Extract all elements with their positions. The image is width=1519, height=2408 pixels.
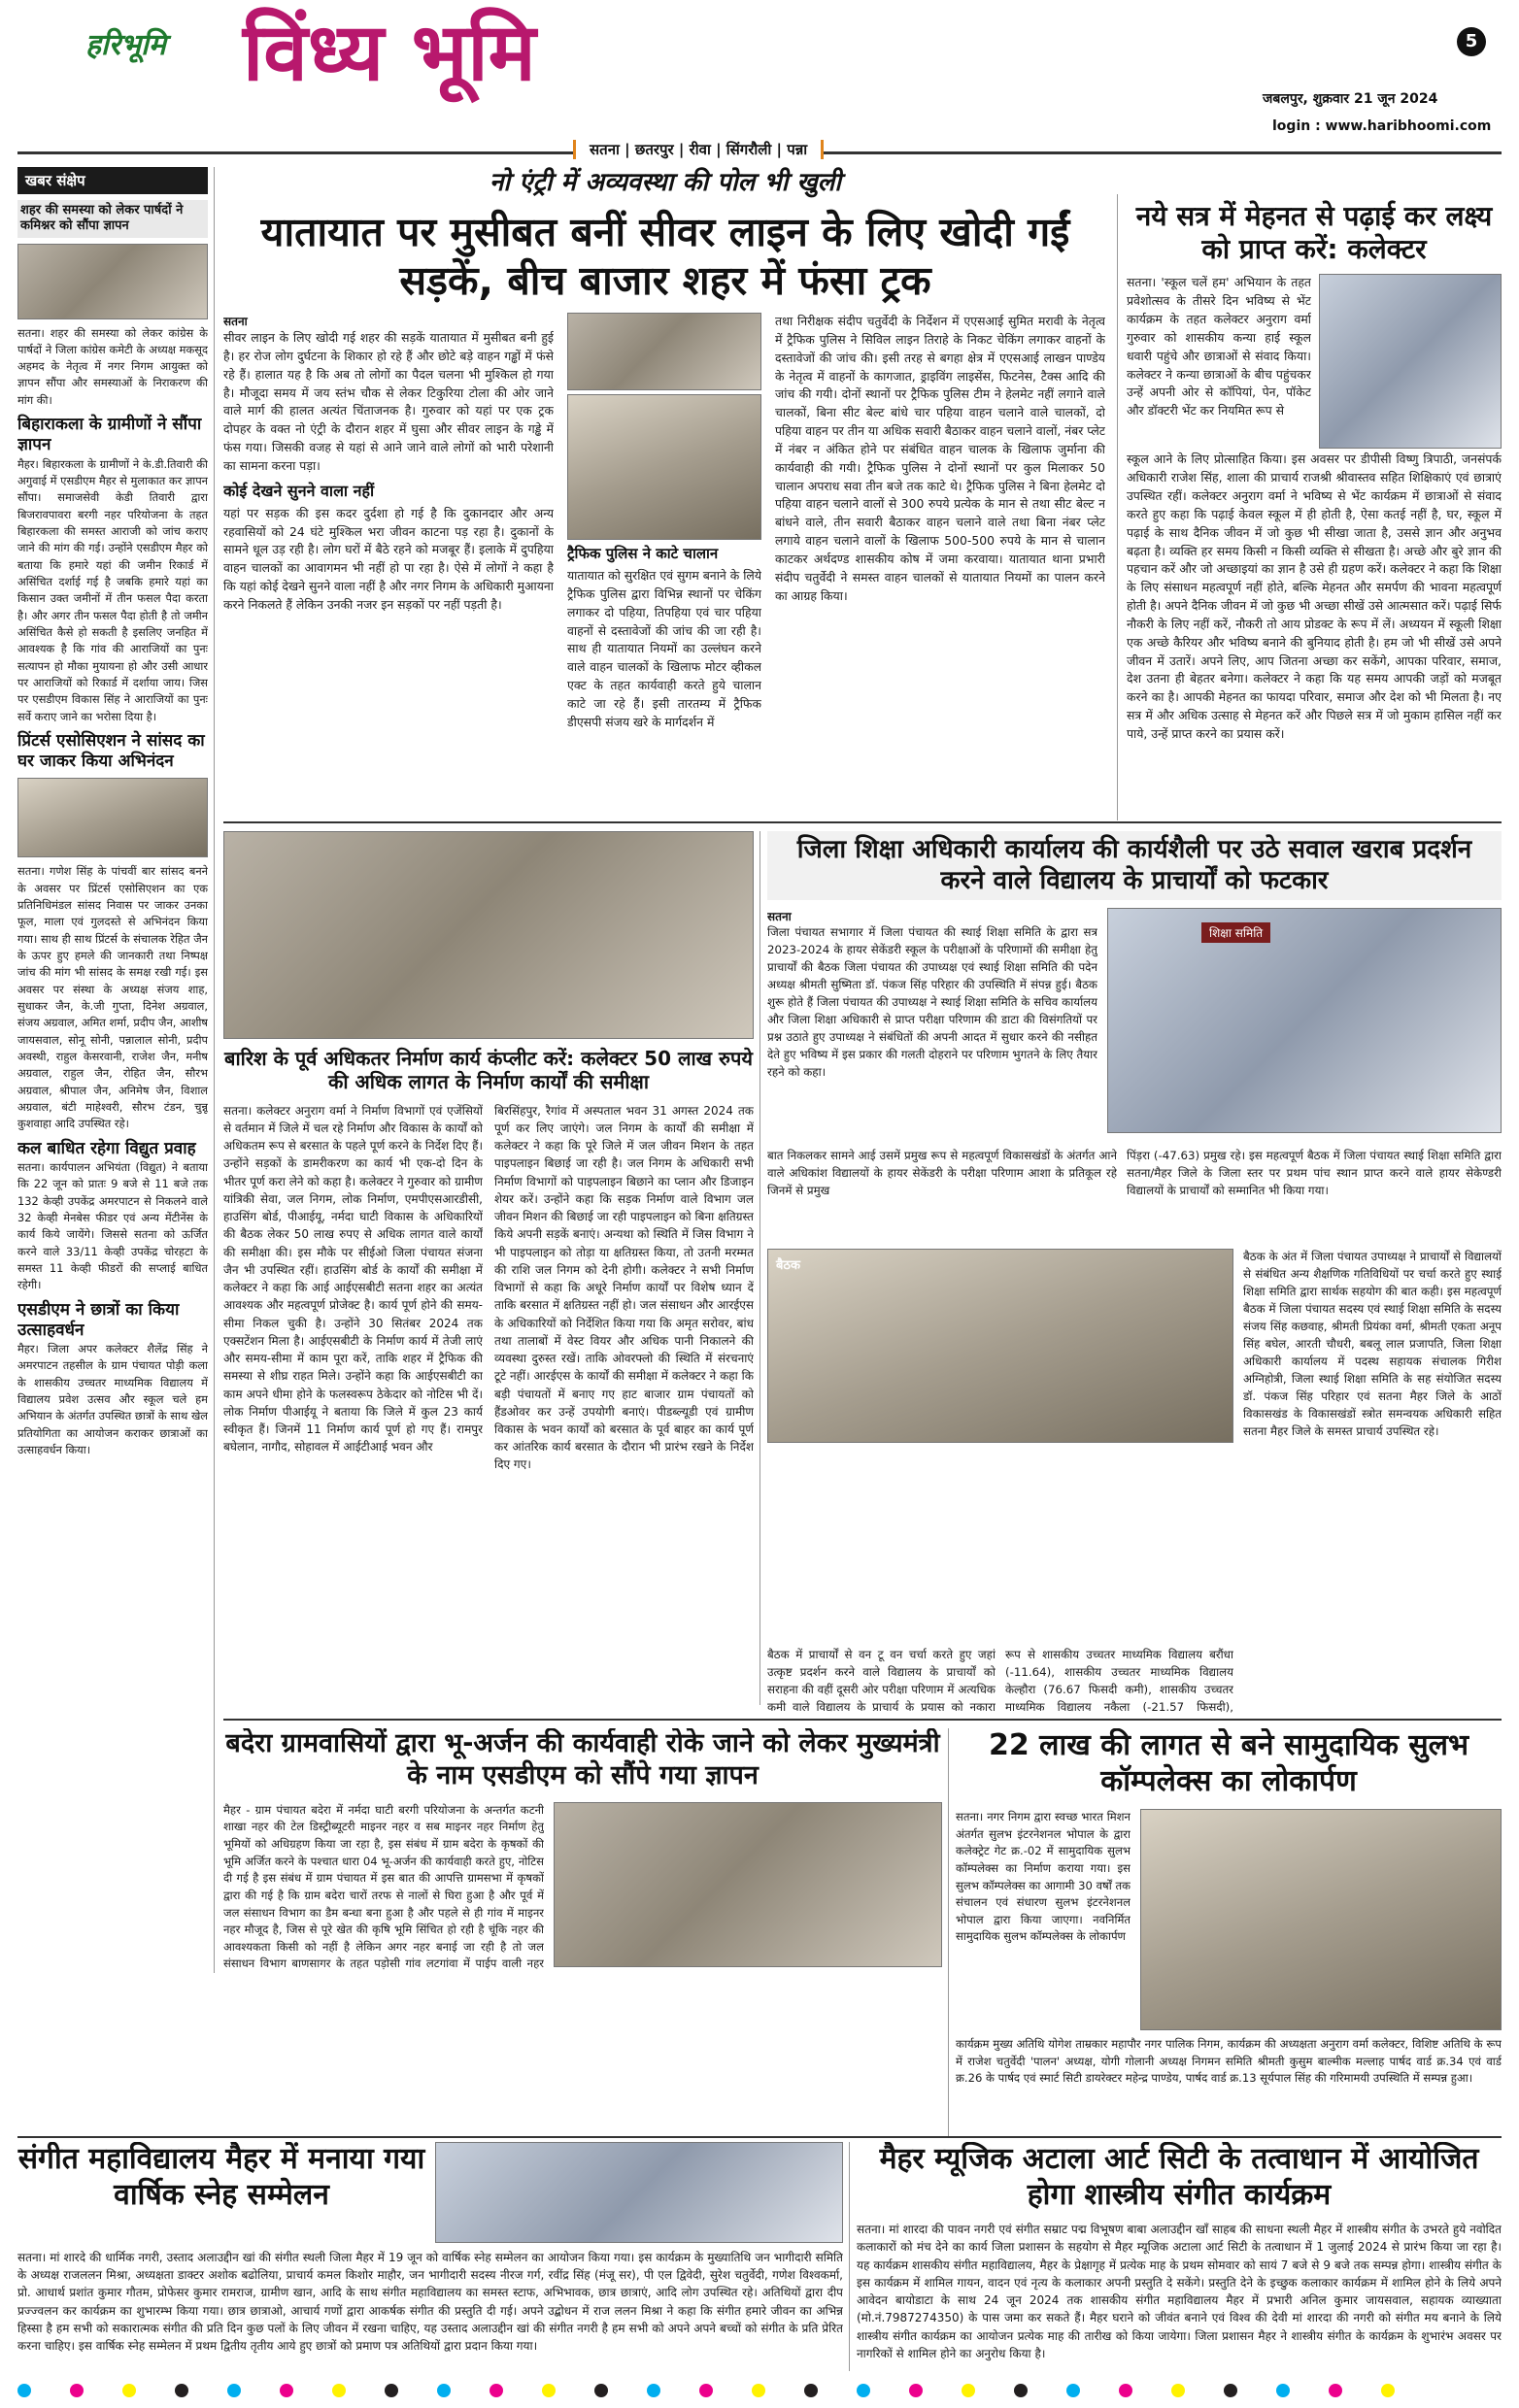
registration-dot-magenta	[1119, 2384, 1132, 2397]
registration-dot-black	[175, 2384, 188, 2397]
bottom-divider	[849, 2142, 850, 2371]
deo-headline: जिला शिक्षा अधिकारी कार्यालय की कार्यशैली पर उठे सवाल खराब प्रदर्शन करने वाले विद्यालय के प्राचार्यों को फटकार	[767, 831, 1502, 900]
sidebar-body-3: सतना। गणेश सिंह के पांचवीं बार सांसद बनने के अवसर पर प्रिंटर्स एसोसिएशन का एक प्रतिनिधिमंडल सांसद निवास पर जाकर उनका फूल, माला एवं गुलदस्ते से अभिनंदन किया गया। साथ ही साथ प्रिंटर्स के संचालक रेहित जैन के ऊपर हुए हमले की जानकारी तथा निष्पक्ष जांच की मांग भी सांसद के समक्ष रखी गई। इस अवसर पर संस्था के अध्यक्ष संजय शाह, सुधाकर जैन, के.जी गुप्ता, दिनेश अग्रवाल, संजय अग्रवाल, अमित शर्मा, प्रदीप जैन, आशीष जायसवाल, सोनू सोनी, पन्नालाल सोनी, प्रदीप अवस्थी, राहुल केसरवानी, राजेश जैन, मनीष अग्रवाल, राहुल जैन, रोहित जैन, सौरभ अग्रवाल, श्रीपाल जैन, अनिमेष जैन, विशाल अग्रवाल, बंटी माहेश्वरी, सौरभ टंडन, चुन्नू कुशवाहा आदि उपस्थित रहे।	[17, 864, 208, 1131]
registration-dot-black	[594, 2384, 608, 2397]
music-college-photo	[435, 2142, 843, 2243]
registration-dot-black	[385, 2384, 398, 2397]
deo-award-photo-label: बैठक	[776, 1258, 800, 1274]
registration-dot-magenta	[909, 2384, 923, 2397]
music-college-story	[17, 2142, 843, 2375]
deo-body-b: पिंड़रा (-47.63) प्रमुख रहे। इस महत्वपूर्ण बैठक में जिला पंचायत स्थाई शिक्षा समिति द्वारा सतना/मैहर जिले के जिला स्तर पर प्रथम पांच स्थान प्राप्त करने वाले हायर सेकेण्डरी विद्यालयों के प्राचार्यों को सम्मानित भी किया गया।	[1127, 1149, 1502, 1198]
registration-dot-magenta	[280, 2384, 293, 2397]
collector-edu-headline: नये सत्र में मेहनत से पढ़ाई कर लक्ष्य को प्राप्त करें: कलेक्टर	[1135, 200, 1493, 266]
construction-story	[223, 831, 754, 1715]
registration-dot-yellow	[1381, 2384, 1395, 2397]
sulabh-story	[956, 1728, 1502, 2136]
registration-dot-yellow	[122, 2384, 136, 2397]
sidebar-photo-1	[17, 244, 208, 319]
sidebar-headline-2: बिहाराकला के ग्रामीणों ने सौंपा ज्ञापन	[17, 415, 202, 455]
sidebar-photo-3	[17, 778, 208, 857]
bedera-divider	[948, 1728, 949, 2136]
art-city-headline: मैहर म्यूजिक अटाला आर्ट सिटी के तत्वाधान में आयोजित होगा शास्त्रीय संगीत कार्यक्रम	[879, 2142, 1479, 2212]
registration-dot-yellow	[752, 2384, 765, 2397]
bedera-body-1: मैहर - ग्राम पंचायत बदेरा में नर्मदा घाटी बरगी परियोजना के अन्तर्गत कटनी शाखा नहर की टेल डिस्ट्रीब्यूटरी माइनर नहर व सब माइनर नहर निर्माण हेतु भूमियों को अधिग्रहण किया जा रहा है, इस संबंध में ग्राम बदेरा के कृषकों की भूमि अर्जित करने के पश्चात धारा 04 भू-अर्जन की कार्यवाही करते हुए, नोटिस दी गई है इस संबंध में ग्राम पंचायत में इस बात की आपत्ति ग्रामसभा में कृषकों द्वारा की गई है कि ग्राम बदेरा चारों तरफ से नालों से घिरा हुआ है और पूर्व में जल संसाधन विभाग का डैम बन्धा बना हुआ है और पहले से ही गांव में माइनर नहर मौजूद है, जिस से पूरे खेत की कृषि भूमि सिंचित हो रही है चूंकि नहर की आवश्यकता किसी को नहीं है लेकिन अगर नहर बनाई जा रही है तो जल संसाधन विभाग बाणसागर के तहत पड़ोसी गांव लटगांवा में पाईप वाली नहर	[223, 1802, 544, 1971]
registration-dot-yellow	[542, 2384, 556, 2397]
sidebar	[17, 167, 208, 1973]
traffic-headline: यातायात पर मुसीबत बनीं सीवर लाइन के लिए खोदी गईं सड़कें, बीच बाजार शहर में फंसा ट्रक	[260, 209, 1070, 305]
deo-body-e: बैठक के अंत में जिला पंचायत उपाध्यक्ष ने प्राचार्यों से विद्यालयों से संबंधित अन्य शैक्षणिक गतिविधियों पर चर्चा करते हुए स्थाई शिक्षा समिति द्वारा सार्थक सहयोग की बात कही। इस महत्वपूर्ण बैठक में जिला पंचायत सदस्य एवं स्थाई शिक्षा समिति के सदस्य संजय सिंह कछवाह, श्रीमती प्रियंका वर्मा, श्रीमती एकता अनूप सिंह बघेल, आरती चौधरी, बबलू लाल प्रजापति, जिला शिक्षा अधिकारी कार्यालय में पदस्थ सहायक संचालक गिरीश अग्निहोत्री, जिला स्थाई शिक्षा समिति के सह संयोजित सदस्य डॉ. पंकज सिंह परिहार एवं सतना मैहर जिले के आठों विकासखंड के विकासखंडों स्त्रोत समन्वयक अधिकारी सहित सतना मैहर जिले के समस्त प्राचार्य उपस्थित रहे।	[1243, 1250, 1502, 1438]
sulabh-headline: 22 लाख की लागत से बने सामुदायिक सुलभ कॉम्पलेक्स का लोकार्पण	[988, 1728, 1469, 1798]
registration-dot-cyan	[647, 2384, 660, 2397]
traffic-body-1: सीवर लाइन के लिए खोदी गई शहर की सड़कें यातायात में मुसीबत बनी हुई है। हर रोज लोग दुर्घटना के शिकार हो रहे हैं और छोटे बड़े वाहन गड्ढों में फंसे रहे हैं। हालात यह है कि अब तो लोगों का पैदल चलना भी मुश्किल हो गया है। मौजूदा समय में जय स्तंभ चौक से लेकर टिकुरिया टोला की ओर जाने वाले मार्ग की हालत अत्यंत चिंताजनक है। गुरुवार को यहां पर एक ट्रक दोपहर के वक्त नो एंट्री के दौरान शहर में घुसा और सीवर लाइन के गड्ढे में फंस गया। जिसकी वजह से यहां से आने जाने वाले लोगों को भारी परेशानी का सामना करना पड़ा।	[223, 330, 554, 473]
traffic-photo-caption: ट्रैफिक पुलिस ने काटे चालान	[567, 545, 719, 563]
bedera-headline: बदेरा ग्रामवासियों द्वारा भू-अर्जन की कार्यवाही रोके जाने को लेकर मुख्यमंत्री के नाम एसडीएम को सौंपे गया ज्ञापन	[225, 1728, 940, 1790]
traffic-body-2: यहां पर सड़क की इस कदर दुर्दशा हो गई है कि दुकानदार और अन्य रहवासियों को 24 घंटे मुश्किल भरा जीवन काटना पड़ रहा है। दुकानों के सामने धूल उड़ रही है। लोग घरों में बैठे रहने को मजबूर हैं। इलाके में दुपहिया वाहन चालकों का आवागमन भी नहीं हो पा रहा है। ऐसे में लोगों ने कहा है कि यहां कोई देखने सुनने वाला नहीं है और नगर निगम के अधिकारी मुआयना करने निकलते हैं लेकिन उनकी नजर इन सड़कों पर नहीं पड़ती है।	[223, 505, 554, 612]
deo-body-d: रूप से शासकीय उच्चतर माध्यमिक विद्यालय बरौंधा (-11.64), शासकीय उच्चतर माध्यमिक विद्यालय केल्हौरा (76.67 फिसदी कमी), शासकीय उच्चतर माध्यमिक विद्यालय नकैला (-21.57 फिसदी),	[1005, 1648, 1233, 1715]
page-number: 5	[1457, 27, 1486, 56]
registration-dot-cyan	[17, 2384, 31, 2397]
registration-dot-magenta	[699, 2384, 713, 2397]
registration-dot-cyan	[227, 2384, 241, 2397]
row2-rule	[223, 1719, 1502, 1721]
sidebar-section-label: खबर संक्षेप	[17, 167, 208, 194]
traffic-byline: सतना	[223, 315, 248, 329]
registration-dot-cyan	[1066, 2384, 1080, 2397]
registration-dot-black	[1014, 2384, 1028, 2397]
construction-headline: बारिश के पूर्व अधिकतर निर्माण कार्य कंप्लीट करें: कलेक्टर 50 लाख रुपये की अधिक लागत के निर्माण कार्यों की समीक्षा	[224, 1047, 753, 1094]
registration-dot-black	[804, 2384, 818, 2397]
sidebar-headline-4: कल बाधित रहेगा विद्युत प्रवाह	[17, 1138, 196, 1158]
deo-intro: जिला पंचायत सभागार में जिला पंचायत की स्थाई शिक्षा समिति के द्वारा सत्र 2023-2024 के हायर सेकेंडरी स्कूल के परीक्षाओं के परिणामों की समीक्षा हेतु प्राचार्यों की बैठक जिला पंचायत की उपाध्यक्ष एवं स्थाई शिक्षा समिति की पदेन अध्यक्ष श्रीमती सुष्मिता डॉ. पंकज सिंह परिहार की उपस्थिति में संपन्न हुई। बैठक शुरू होते हैं जिला पंचायत की उपाध्यक्ष ने स्थाई शिक्षा समिति के सचिव कार्यालय और जिला शिक्षा अधिकारी से प्राप्त परीक्षा परिणाम की डाटा की विसंगतियों पर प्रश्न उठाते हुए उपाध्यक्ष ने संबंधितों की अपनी आदत में सुधार करने की नसीहत देते हुए भविष्य में इस प्रकार की गलती दोहराने पर परिणाम भुगतने के लिए तैयार रहने को कहा।	[767, 925, 1097, 1079]
collector-edu-intro: सतना। 'स्कूल चलें हम' अभियान के तहत प्रवेशोत्सव के तीसरे दिन भविष्य से भेंट कार्यक्रम के तहत कलेक्टर अनुराग वर्मा गुरुवार को शासकीय कन्या हाई स्कूल धवारी पहुंचे और छात्राओं से संवाद किया। कलेक्टर ने कन्या छात्राओं के बीच पहुंचकर उन्हें अपनी ओर से कॉपियां, पेन, पॉकेट और डॉक्टरी भेंट कर नियमित रूप से	[1127, 275, 1311, 418]
traffic-body-4: तथा निरीक्षक संदीप चतुर्वेदी के निर्देशन में एएसआई सुमित मरावी के नेतृत्व में ट्रैफिक पुलिस ने सिविल लाइन तिराहे के निकट चेकिंग लगाकर वाहनों के दस्तावेजों की जांच की। इसी तरह से बगहा क्षेत्र में एएसआई लाखन पाण्डेय के नेतृत्व में वाहनों के कागजात, ड्राइविंग लाइसेंस, फिटनेस, टैक्स आदि की जांच की गयी। दोनों स्थानों पर ट्रैफिक पुलिस टीम ने हेलमेट नहीं लगाने वाले चालकों, बिना सीट बेल्ट बांधे चार पहिया वाहन चलाने वाले चालकों, दो पहिया वाहन पर तीन या अधिक सवारी बैठाकर वाहन चलाने वालों, नंबर प्लेट में नंबर न अंकित होने पर संबंधित वाहन चालक के खिलाफ जुर्माना की कार्यवाही की गयी। ट्रैफिक पुलिस ने दोनों स्थानों पर कुल मिलाकर 50 चालान अपराध सवा तीन बजे तक काटे थे। ट्रैफिक पुलिस ने बिना हेलमेट दो पहिया वाहन चलाने वालों से 300 रुपये प्रत्येक के मान से तथा सीट बेल्ट न बांधने वाले, तीन सवारी बैठाकर वाहन चलाने वाले तथा बिना नंबर प्लेट लगाये वाहन चलाने वालों के खिलाफ 500-500 रुपये के मान से चालान काटकर अर्थदण्ड शासकीय कोष में जमा करवाया। यातायात थाना प्रभारी संदीप चतुर्वेदी ने समस्त वाहन चालकों से यातायात नियमों का पालन करने का आग्रह किया।	[775, 314, 1105, 603]
deo-body-a: बात निकलकर सामने आई उसमें प्रमुख रूप से महत्वपूर्ण विकासखंडों के अंतर्गत आने वाले अधिकांश विद्यालयों के हायर सेकेंडरी के परीक्षा परिणाम आशा के प्रतिकूल रहे जिनमें से प्रमुख	[767, 1149, 1117, 1198]
sidebar-body-4: सतना। कार्यपालन अभियंता (विद्युत) ने बताया कि 22 जून को प्रातः 9 बजे से 11 बजे तक 132 केव्ही उपकेंद्र अमरपाटन से निकलने वाले 32 केव्ही मेनबेस फीडर एवं अन्य मेंटीनेंस के कार्य किये जायेंगे। जिससे सतना को ऊर्जित करने वाले 33/11 केव्ही उपकेंद्र चोरहटा के समस्त 11 केव्ही फीडरों की सप्लाई बाधित रहेगी।	[17, 1159, 208, 1292]
art-city-body: सतना। मां शारदा की पावन नगरी एवं संगीत सम्राट पद्म विभूषण बाबा अलाउद्दीन खाँ साहब की साधना स्थली मैहर में शास्त्रीय संगीत के उभरते हुये नवोदित कलाकारों को मंच देने का कार्य जिला प्रशासन के सहयोग से मैहर म्यूजिक अटाला आर्ट सिटी के तत्वाधान में 1 जुलाई 2024 से प्रारंभ किया जा रहा है। यह कार्यक्रम शासकीय संगीत महाविद्यालय, मैहर के प्रेक्षागृह में प्रत्येक माह के प्रथम सोमवार को सायं 7 बजे से 9 बजे तक सम्पन्न होगा। शास्त्रीय संगीत के इस कार्यक्रम में शामिल गायन, वादन एवं नृत्य के कलाकार अपनी प्रस्तुति दे सकेंगे। प्रस्तुति देने के इच्छुक कलाकार कार्यक्रम में शामिल होने के लिये अपने आवेदन बायोडाटा के साथ 24 जून 2024 तक शासकीय संगीत महाविद्यालय मैहर में प्रभारी अनिल कुमार जायसवाल, सहायक व्याख्याता (मो.नं.7987274350) के पास जमा कर सकते हैं। मैहर घराने को जीवंत बनाने एवं विश्व की देवी मां शारदा की नगरी को संगीत मय बनाने के लिये शास्त्रीय संगीत कार्यक्रम का आयोजन प्रत्येक माह की तारीख को किया जायेगा। जिला प्रशासन मैहर ने शास्त्रीय संगीत के कार्यक्रम के शुभारंभ अवसर पर नागरिकों से शामिल होने का अनुरोध किया है।	[857, 2223, 1502, 2360]
deo-story	[767, 831, 1502, 1715]
traffic-kicker: नो एंट्री में अव्यवस्था की पोल भी खुली	[489, 168, 841, 197]
sidebar-headline-5: एसडीएम ने छात्रों का किया उत्साहवर्धन	[17, 1299, 180, 1340]
traffic-body-3: यातायात को सुरक्षित एवं सुगम बनाने के लिये ट्रैफिक पुलिस द्वारा विभिन्न स्थानों पर चेकिंग लगाकर दो पहिया, तिपहिया एवं चार पहिया वाहनों से दस्तावेजों की जांच की जा रही है। साथ ही यातायात नियमों का उल्लंघन करने वाले वाहन चालकों के खिलाफ मोटर व्हीकल एक्ट के तहत कार्यवाही करते हुये चालान काटे जा रहे हैं। इसी तारतम्य में ट्रैफिक डीएसपी संजय खरे के मार्गदर्शन में	[567, 568, 761, 729]
deo-byline: सतना	[767, 910, 792, 924]
sidebar-headline-1: शहर की समस्या को लेकर पार्षदों ने कमिश्नर को सौंपा ज्ञापन	[17, 200, 208, 238]
registration-dot-black	[1224, 2384, 1237, 2397]
deo-meeting-banner: शिक्षा समिति	[1201, 922, 1270, 943]
sulabh-photo	[1140, 1809, 1502, 2030]
traffic-police-photo	[567, 394, 761, 540]
registration-dot-cyan	[437, 2384, 451, 2397]
construction-body-1: सतना। कलेक्टर अनुराग वर्मा ने निर्माण विभागों एवं एजेंसियों से वर्तमान में जिले में चल रहे निर्माण और विकास के कार्यों को अधिकतम रूप से बरसात के पहले पूर्ण करने के निर्देश दिए हैं। उन्होंने सड़कों के डामरीकरण का कार्य भी एक-दो दिन के भीतर पूर्ण करा लेने को कहा है। कलेक्टर ने गुरुवार को ग्रामीण यांत्रिकी सेवा, जल निगम, लोक निर्माण, एमपीएसआरडीसी, हाउसिंग बोर्ड, पीआईयू, नर्मदा घाटी विकास के अधिकारियों की बैठक लेकर 50 लाख रुपए से अधिक लागत वाले कार्यों की समीक्षा की। इस मौके पर सीईओ जिला पंचायत संजना जैन भी उपस्थित रहीं। हाउसिंग बोर्ड के कार्यों की समीक्षा में कलेक्टर ने कहा कि आई आईएसबीटी सतना शहर का अत्यंत आवश्यक और महत्वपूर्ण प्रोजेक्ट है। कार्य पूर्ण होने की समय-सीमा निकल चुकी है। उन्होंने 30 सितंबर 2024 तक एक्सटेंशन मिला है। आईएसबीटी के निर्माण कार्य में तेजी लाएं और समय-सीमा में काम पूरा करें, ताकि शहर में ट्रैफिक की समस्या से शीघ्र राहत मिले। उन्होंने कहा कि आईएसबीटी का काम अपने धीमा होने के फलस्वरूप ठेकेदार को नोटिस भी दें। लोक निर्माण पीआईयू ने बताया कि जिले में कुल 23 कार्य स्वीकृत हैं। जिनमें 11 निर्माण कार्य पूर्ण हो गए हैं। रामपुर बघेलान, नागौद, सोहावल में आईटीआई भवन और	[223, 1103, 483, 1455]
registration-dot-magenta	[489, 2384, 503, 2397]
collector-edu-body: स्कूल आने के लिए प्रोत्साहित किया। इस अवसर पर डीपीसी विष्णु त्रिपाठी, जनसंपर्क अधिकारी राजेश सिंह, शाला की प्राचार्य राजश्री श्रीवास्तव सहित शिक्षिकाएं एवं छात्राएं उपस्थित रहीं। कलेक्टर अनुराग वर्मा ने भविष्य से भेंट कार्यक्रम में छात्राओं से संवाद करते हुए कहा कि पढ़ाई केवल स्कूल में ही होती है, ऐसा कतई नहीं है, घर, स्कूल में पढ़ाई के साथ दैनिक जीवन में जो कुछ भी सीखा जाता है, उससे ज्ञान और अनुभव बढ़ता है। व्यक्ति हर समय किसी न किसी व्यक्ति से सीखता है। अच्छे और बुरे ज्ञान की पहचान करें और जो अच्छाइयां का ज्ञान है उसे ही ग्रहण करें। कलेक्टर ने कहा कि शिक्षा के लिए संसाधन महत्वपूर्ण नहीं होते, बल्कि मेहनत और समर्पण की भावना महत्वपूर्ण होती है। अपने दैनिक जीवन में जो कुछ भी अच्छा सीखें उसे आत्मसात करें। पढ़ाई सिर्फ नौकरी के लिए नहीं करें, नौकरी तो आय प्रोडक्ट के रूप में लें। अध्ययन में स्कूली शिक्षा एक अच्छे कैरियर और भविष्य बनाने की बुनियाद होती है। हम जो भी सीखें उसे अपने जीवन में उतारें। अपने लिए, आप जितना अच्छा कर सकेंगे, आपका परिवार, समाज, देश उतना ही बेहतर बनेगा। कलेक्टर ने कहा कि यह समय आपकी जड़ों को मजबूत करने का है। आपकी मेहनत का फायदा परिवार, समाज और देश को भी मिलता है। नए सत्र में और अधिक उत्साह से मेहनत करें और पिछले सत्र में जो मुकाम हासिल नहीं कर पाये, उन्हें प्राप्त करने का प्रयास करें।	[1127, 452, 1502, 741]
registration-dot-cyan	[1276, 2384, 1290, 2397]
bedera-photo	[554, 1802, 942, 1967]
sidebar-divider	[214, 167, 215, 1973]
music-college-body: सतना। मां शारदे की धार्मिक नगरी, उस्ताद अलाउद्दीन खां की संगीत स्थली जिला मैहर में 19 जून को वार्षिक स्नेह सम्मेलन का आयोजन किया गया। इस कार्यक्रम के मुख्यातिथि जन भागीदारी समिति के अध्यक्ष राजललन मिश्रा, अध्यक्षता डाक्टर अशोक बढोलिया, प्राचार्य कमल किशोर माहौर, जन भागीदारी सदस्य नीरज गर्ग, रवींद्र सिंह (मंजू सर), पी एल द्विवेदी, सुरेश चतुर्वेदी, गणेश विश्वकर्मा, प्रो. आधार्थ प्रशांत कुमार गौतम, प्रोफेसर कुमार रामराज, ग्रामीण खान, आदि के साथ संगीत महाविद्यालय का समस्त स्टाफ, अभिभावक, छात्र छात्राएं, आदि लोग उपस्थित रहे। अतिथियों द्वारा दीप प्रज्ज्वलन कर कार्यक्रम का शुभारम्भ किया गया। छात्र छात्राओ, आचार्य गणों द्वारा आकर्षक संगीत की प्रस्तुति दी गई। अपने उद्बोधन में राज ललन मिश्रा ने कहा कि संगीत हमारे जीवन का अभिन्न हिस्सा है हम सभी को सकारात्मक संगीत की प्रति दिन कुछ पलों के लिए जीवन में रखना चाहिए, यह उस्ताद अलाउद्दीन खां की संगीत नगरी है हम सभी को अपने अपने बच्चों को संगीत के प्रति प्रेरित करना चाहिए। इस वार्षिक स्नेह सम्मेलन में प्रथम द्वितीय तृतीय आये हुए छात्रों को प्रमाण पत्र अतिथियों द्वारा प्रदान किया गया।	[17, 2251, 843, 2354]
section-title: विंध्य भूमि	[243, 7, 536, 99]
registration-dot-yellow	[332, 2384, 346, 2397]
print-registration-strip	[17, 2383, 1502, 2398]
district-bar: सतना | छतरपुर | रीवा | सिंगरौली | पन्ना	[573, 140, 824, 159]
row3-rule	[17, 2136, 1502, 2138]
row1-rule	[223, 821, 1502, 823]
sidebar-headline-3: प्रिंटर्स एसोसिएशन ने सांसद का घर जाकर किया अभिनंदन	[17, 730, 205, 772]
registration-dot-cyan	[857, 2384, 870, 2397]
sulabh-body-2: कार्यक्रम मुख्य अतिथि योगेश ताम्रकार महापौर नगर पालिक निगम, कार्यक्रम की अध्यक्षता अनुराग वर्मा कलेक्टर, विशिष्ट अतिथि के रूप में राजेश चतुर्वेदी 'पालन' अध्यक्ष, योगी गोलानी अध्यक्ष निगमन समिति श्रीमती कुसुम बाल्मीक मल्लाह पार्षद वार्ड क्र.34 एवं वार्ड क्र.26 के पार्षद एवं स्मार्ट सिटी डायरेक्टर महेन्द्र पाण्डेय, पार्षद वार्ड क्र.13 सूर्यपाल सिंह की गरिमामयी उपस्थिति में सम्पन्न हुआ।	[956, 2037, 1502, 2086]
registration-dot-yellow	[1171, 2384, 1185, 2397]
music-college-headline: संगीत महाविद्यालय मैहर में मनाया गया वार्षिक स्नेह सम्मेलन	[17, 2142, 425, 2212]
login-url[interactable]: login : www.haribhoomi.com	[1272, 118, 1492, 134]
traffic-story	[223, 161, 1107, 831]
traffic-subhead: कोई देखने सुनने वाला नहीं	[223, 481, 375, 500]
sidebar-body-1: सतना। शहर की समस्या को लेकर कांग्रेस के पार्षदों ने जिला कांग्रेस कमेटी के अध्यक्ष मकसूद अहमद के नेतृत्व में नगर निगम आयुक्त को ज्ञापन सौंपा और समस्याओं के निराकरण की मांग की।	[17, 325, 208, 407]
sulabh-body-1: सतना। नगर निगम द्वारा स्वच्छ भारत मिशन अंतर्गत सुलभ इंटरनेशनल भोपाल के द्वारा कलेक्ट्रेट गेट क्र.-02 में सामुदायिक सुलभ कॉम्पलेक्स का निर्माण कराया गया। इस सुलभ कॉम्पलेक्स का आगामी 30 वर्षों तक संचालन एवं संधारण सुलभ इंटरनेशनल भोपाल द्वारा किया जाएगा। नवनिर्मित सामुदायिक सुलभ कॉम्पलेक्स के लोकार्पण	[956, 1810, 1131, 1944]
deo-body-c: बैठक में प्राचार्यों से वन टू वन चर्चा करते हुए जहां उत्कृष्ट प्रदर्शन करने वाले विद्यालय के प्राचार्यों को सराहना की वहीं दूसरी ओर परीक्षा परिणाम में अत्यधिक कमी वाले विद्यालय के प्राचार्य के प्रयास को नकारा	[767, 1648, 996, 1715]
collector-edu-story	[1127, 200, 1502, 831]
art-city-story	[857, 2142, 1502, 2375]
truck-photo	[567, 313, 761, 390]
construction-body-2: बिरसिंहपुर, रैगांव में अस्पताल भवन 31 अगस्त 2024 तक पूर्ण कर लिए जाएंगे। जल निगम के कार्यों की समीक्षा में कलेक्टर ने कहा कि पूरे जिले में जल जीवन मिशन के तहत पाइपलाइन बिछाई जा रही है। जल निगम के अधिकारी सभी निर्माण विभागों को पाइपलाइन बिछाने का प्लान और डिजाइन शेयर करें। उन्होंने कहा कि सड़क निर्माण वाले विभाग जल जीवन मिशन की बिछाई जा रही पाइपलाइन को बिना क्षतिग्रस्त किये अपनी सड़कें बनाएं। अन्यथा को स्थिति में जिस विभाग ने भी पाइपलाइन को तोड़ा या क्षतिग्रस्त किया, तो उतनी मरम्मत की राशि जल निगम को देनी होगी। कलेक्टर ने सभी निर्माण विभागों से कहा कि अधूरे निर्माण कार्यों पर विशेष ध्यान दें ताकि बरसात में क्षतिग्रस्त नहीं हो। जल संसाधन और आरईएस के अधिकारियों को निर्देशित किया गया कि अमृत सरोवर, बांध तथा तालाबों में वेस्ट वियर और अधिक पानी निकालने की व्यवस्था दुरुस्त रखें। ताकि ओवरफ्लो की स्थिति में संरचनाएं टूटे नहीं। आरईएस के कार्यों की समीक्षा में कलेक्टर ने कहा कि बड़ी पंचायतों में बनाए गए हाट बाजार ग्राम पंचायतों को हैंडओवर कर उन्हें उपयोगी बनाएं। पीडब्ल्यूडी एवं ग्रामीण विकास के भवन कार्यों को बरसात के पूर्व बाहर का कार्य पूर्ण कर आंतरिक कार्य बरसात के दौरान भी प्रारंभ रखने के निर्देश दिए गए।	[494, 1103, 754, 1472]
registration-dot-magenta	[70, 2384, 84, 2397]
registration-dot-magenta	[1329, 2384, 1342, 2397]
bedera-story	[223, 1728, 942, 1971]
traffic-divider	[1117, 194, 1118, 820]
collector-edu-photo	[1319, 274, 1502, 449]
brand-logo: हरिभूमि	[85, 28, 166, 62]
deo-award-photo	[767, 1249, 1233, 1443]
registration-dot-yellow	[962, 2384, 975, 2397]
deo-meeting-photo	[1107, 908, 1502, 1133]
sidebar-body-2: मैहर। बिहारकला के ग्रामीणों ने के.डी.तिवारी की अगुवाई में एसडीएम मैहर से मुलाकात कर ज्ञापन सौंपा। समाजसेवी केडी तिवारी द्वारा बिजरावपावरा बरगी नहर परियोजना के तहत बिहारकला की समस्त आराजी को जांच कराए जाने की मांग की गई। उन्होंने एसडीएम मैहर को बताया कि हमारे यहां की जमीन रिकार्ड में असिंचित दर्शाई गई है जबकि हमारे यहां का किसान उक्त जमीनों में तीन फसल पैदा करता है। और अगर तीन फसल पैदा होती है तो जमीन असिंचित कैसे हो सकती है इसलिए जनहित में आवश्यक है कि गांव की आराजियों का पुनः सत्यापन हो मौका मुयायना हो और उसी आधार पर आराजियों को रिकार्ड में दर्शाया जाय। जिस पर एसडीएम विकास सिंह ने आराजियों का पुनः सर्वे कराए जाने का भरोसा दिया है।	[17, 456, 208, 723]
dateline: जबलपुर, शुक्रवार 21 जून 2024	[1263, 91, 1438, 107]
construction-meeting-photo	[223, 831, 754, 1039]
sidebar-body-5: मैहर। जिला अपर कलेक्टर शैलेंद्र सिंह ने अमरपाटन तहसील के ग्राम पंचायत पोड़ी कला के शासकीय उच्चतर माध्यमिक विद्यालय में विद्यालय प्रवेश उत्सव और स्कूल चले हम अभियान के अंतर्गत उपस्थित छात्रों के साथ खेल प्रतियोगिता का आयोजन कराकर छात्राओं का उत्साहवर्धन किया।	[17, 1342, 208, 1456]
